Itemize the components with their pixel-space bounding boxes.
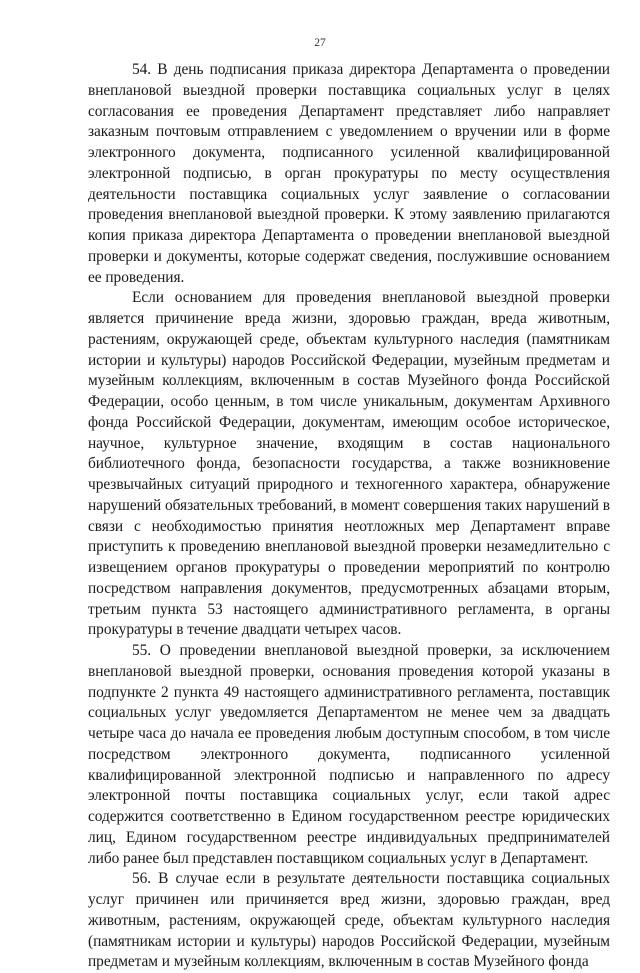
paragraph-54: 54. В день подписания приказа директора Департамента о проведении внеплановой выездной проверки поставщика социальных услуг в целях согласования ее проведения Департамент представляет либо направляет заказным почтовым отправлением с уведомлением о вручении или в форме электронного документа, подписанного усиленной квалифицированной электронной подписью, в орган прокуратуры по месту осуществления деятельности поставщика социальных услуг заявление о согласовании проведения внеплановой выездной проверки. К этому заявлению прилагаются копия приказа директора Департамента о проведении внеплановой выездной проверки и документы, которые содержат сведения, послужившие основанием ее проведения. [88,61,610,286]
paragraph-55: 55. О проведении внеплановой выездной проверки, за исключением внеплановой выездной проверки, основания проведения которой указаны в подпункте 2 пункта 49 настоящего административного регламента, поставщик социальных услуг уведомляется Департаментом не менее чем за двадцать четыре часа до начала ее проведения любым доступным способом, в том числе посредством электронного документа, подписанного усиленной квалифицированной электронной подписью и направленного по адресу электронной почты поставщика социальных услуг, если такой адрес содержится соответственно в Едином государственном реестре юридических лиц, Едином государственном реестре индивидуальных предпринимателей либо ранее был представлен поставщиком социальных услуг в Департамент. [88,642,610,867]
paragraph-56: 56. В случае если в результате деятельности поставщика социальных услуг причинен или причиняется вред жизни, здоровью граждан, вред животным, растениям, окружающей среде, объектам культурного наследия (памятникам истории и культуры) народов Российской Федерации, музейным предметам и музейным коллекциям, включенным в состав Музейного фонда [88,870,610,971]
paragraph-54-continued: Если основанием для проведения внеплановой выездной проверки является причинение вреда жизни, здоровью граждан, вреда животным, растениям, окружающей среде, объектам культурного наследия (памятникам истории и культуры) народов Российской Федерации, музейным предметам и музейным коллекциям, включенным в состав Музейного фонда Российской Федерации, особо ценным, в том числе уникальным, документам Архивного фонда Российской Федерации, документам, имеющим особое историческое, научное, культурное значение, входящим в состав национального библиотечного фонда, безопасности государства, а также возникновение чрезвычайных ситуаций природного и техногенного характера, обнаружение нарушений обязательных требований, в момент совершения таких нарушений в связи с необходимостью принятия неотложных мер Департамент вправе приступить к проведению внеплановой выездной проверки незамедлительно с извещением органов прокуратуры о проведении мероприятий по контролю посредством направления документов, предусмотренных абзацами вторым, третьим пункта 53 настоящего административного регламента, в органы прокуратуры в течение двадцати четырех часов. [88,289,610,639]
page-number: 27 [314,37,326,49]
document-body [88,60,610,973]
